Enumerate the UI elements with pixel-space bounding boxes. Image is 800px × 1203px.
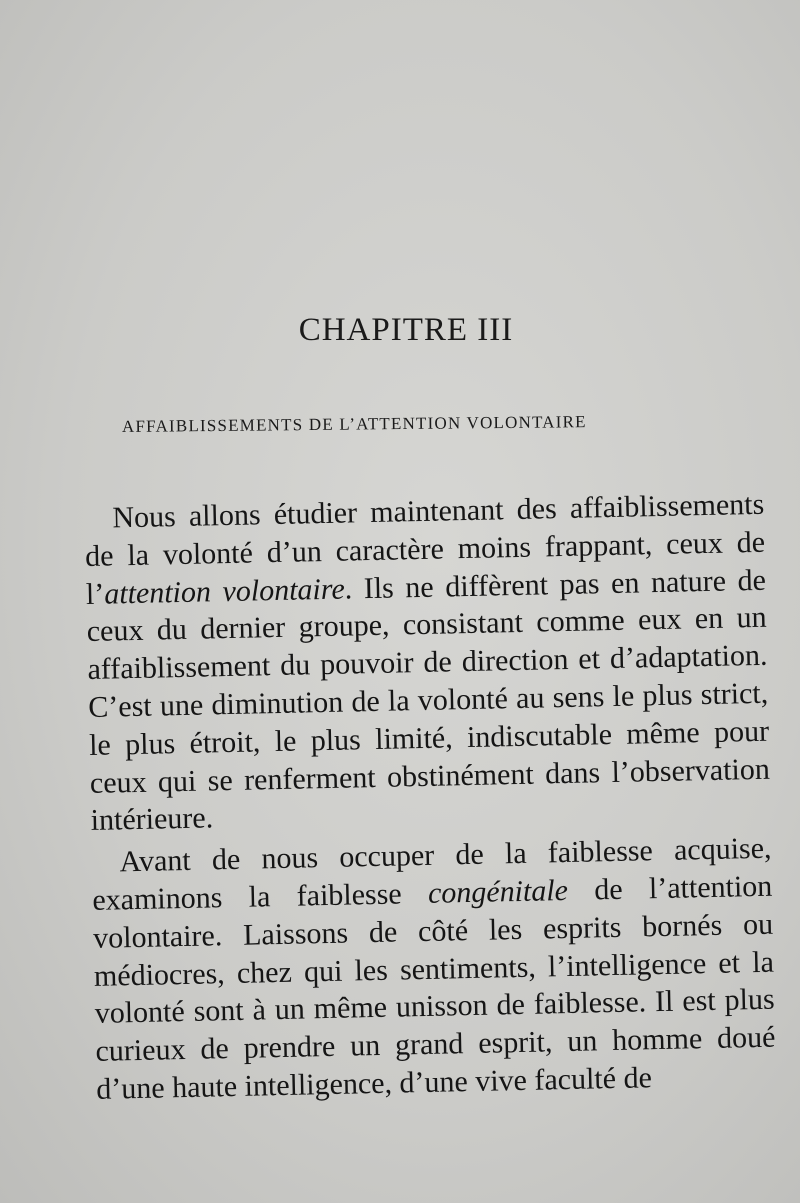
chapter-title: CHAPITRE III	[298, 312, 514, 348]
paragraph-text: de l’attention volontaire. Laissons de côté les esprits bornés ou médiocres, chez qui les sentiments, l’intelligence et la volonté sont à un même unisson de faiblesse. Il est plus curieux de prendre un grand esprit, un homme doué d’une haute intelligence, d’une vive faculté de	[92, 869, 776, 1106]
paragraph-text: Avant de nous occuper de la faiblesse acquise, examinons la faiblesse	[92, 831, 772, 917]
italic-emphasis: attention volontaire	[103, 572, 346, 611]
paragraph-text: . Ils ne diffèrent pas en nature de ceux du dernier groupe, consistant comme eux en un affaiblissement du pouvoir de direction et d’adaptation. C’est une diminution de la volonté au sens le plus strict, le plus étroit, le plus limité, indiscutable même pour ceux qui se renferment obstinément dans l’observation intérieure.	[86, 563, 771, 838]
paragraph	[84, 486, 771, 840]
section-title: AFFAIBLISSEMENTS DE L’ATTENTION VOLONTAIRE	[121, 412, 587, 436]
paragraph-text: Nous allons étudier maintenant des affaiblissements de la volonté d’un caractère moins frappant, ceux de l’	[84, 487, 766, 611]
body-text	[84, 486, 777, 1109]
italic-emphasis: congénitale	[427, 873, 569, 910]
paragraph	[91, 830, 776, 1109]
